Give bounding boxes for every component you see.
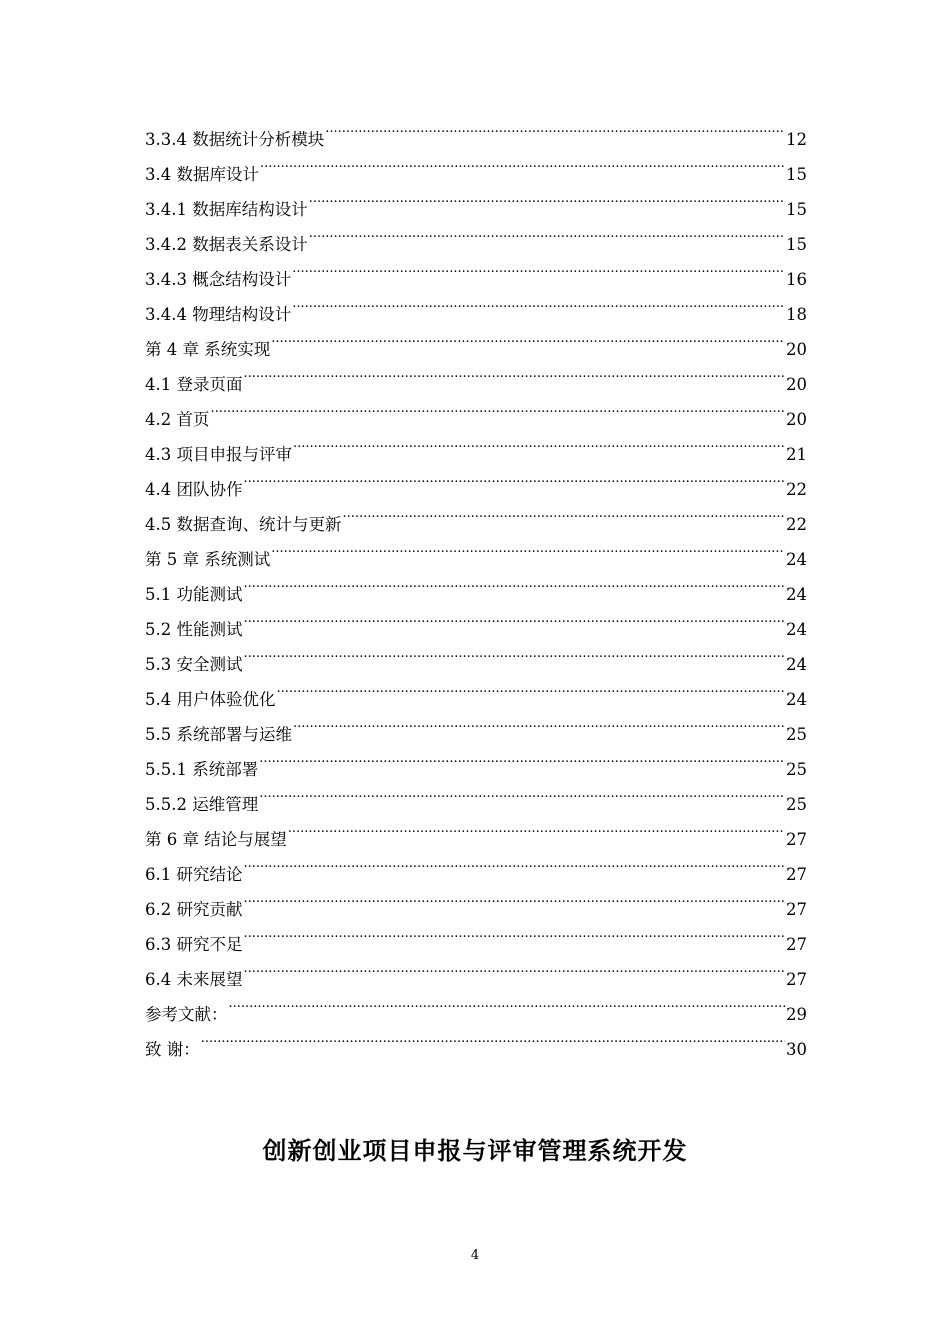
toc-entry-label: 6.2 研究贡献 [145,900,243,919]
toc-entry-page-number: 18 [786,305,807,324]
toc-dot-leader [259,740,785,775]
toc-entry-label: 第 4 章 系统实现 [145,340,271,359]
toc-dot-leader [271,320,785,355]
toc-dot-leader [288,810,785,845]
toc-entry[interactable] [145,915,807,954]
toc-entry[interactable] [145,390,807,429]
toc-entry-page-number: 25 [786,760,807,779]
toc-entry-page-number: 22 [786,480,807,499]
toc-entry-page-number: 29 [786,1005,807,1024]
toc-entry[interactable] [145,635,807,674]
toc-entry[interactable] [145,670,807,709]
toc-entry[interactable] [145,880,807,919]
toc-entry-label: 5.3 安全测试 [145,655,243,674]
toc-entry-page-number: 27 [786,970,807,989]
toc-entry-page-number: 27 [786,865,807,884]
toc-entry-label: 3.4.4 物理结构设计 [145,305,292,324]
toc-dot-leader [277,670,786,705]
toc-entry-label: 第 6 章 结论与展望 [145,830,287,849]
toc-dot-leader [292,285,785,320]
toc-entry[interactable] [145,460,807,499]
toc-entry-label: 5.5.2 运维管理 [145,795,259,814]
toc-entry-label: 6.4 未来展望 [145,970,243,989]
toc-dot-leader [244,845,786,880]
toc-entry[interactable] [145,565,807,604]
toc-entry-label: 4.3 项目申报与评审 [145,445,292,464]
toc-entry-page-number: 22 [786,515,807,534]
toc-entry[interactable] [145,425,807,464]
toc-entry-page-number: 20 [786,375,807,394]
toc-dot-leader [271,530,785,565]
toc-dot-leader [211,390,786,425]
toc-entry-label: 3.4 数据库设计 [145,165,259,184]
toc-dot-leader [229,985,786,1020]
toc-entry-page-number: 24 [786,550,807,569]
toc-entry-page-number: 30 [786,1040,807,1059]
toc-entry-page-number: 21 [786,445,807,464]
toc-entry-page-number: 27 [786,900,807,919]
toc-entry-label: 致 谢： [145,1040,200,1059]
toc-dot-leader [292,250,785,285]
toc-entry-label: 4.4 团队协作 [145,480,243,499]
toc-entry[interactable] [145,495,807,534]
toc-entry[interactable] [145,600,807,639]
toc-entry-page-number: 15 [786,200,807,219]
toc-entry-label: 6.1 研究结论 [145,865,243,884]
toc-entry-label: 4.2 首页 [145,410,210,429]
toc-entry-label: 5.4 用户体验优化 [145,690,276,709]
toc-entry-page-number: 25 [786,725,807,744]
toc-entry-page-number: 27 [786,830,807,849]
toc-entry[interactable] [145,950,807,989]
toc-dot-leader [259,775,785,810]
toc-entry-page-number: 12 [786,130,807,149]
toc-dot-leader [244,460,786,495]
toc-entry-label: 5.2 性能测试 [145,620,243,639]
toc-entry-label: 4.1 登录页面 [145,375,243,394]
toc-dot-leader [293,425,785,460]
toc-entry[interactable] [145,985,807,1024]
toc-dot-leader [309,180,785,215]
toc-dot-leader [244,880,786,915]
toc-entry[interactable] [145,845,807,884]
toc-entry-page-number: 16 [786,270,807,289]
toc-entry-page-number: 24 [786,655,807,674]
toc-entry-label: 6.3 研究不足 [145,935,243,954]
toc-dot-leader [325,110,785,145]
toc-dot-leader [309,215,785,250]
toc-entry-label: 3.4.3 概念结构设计 [145,270,292,289]
toc-entry-label: 5.5.1 系统部署 [145,760,259,779]
toc-dot-leader [201,1020,785,1055]
toc-entry-page-number: 24 [786,585,807,604]
toc-entry-label: 参考文献： [145,1005,228,1024]
toc-entry-page-number: 24 [786,690,807,709]
toc-dot-leader [244,355,786,390]
toc-entry-page-number: 20 [786,340,807,359]
toc-entry[interactable] [145,110,807,149]
toc-dot-leader [260,145,785,180]
toc-dot-leader [293,705,785,740]
toc-entry-label: 5.5 系统部署与运维 [145,725,292,744]
toc-entry[interactable] [145,355,807,394]
toc-entry-page-number: 15 [786,165,807,184]
toc-dot-leader [244,565,786,600]
toc-entry-label: 3.4.1 数据库结构设计 [145,200,308,219]
toc-entry-page-number: 15 [786,235,807,254]
toc-dot-leader [244,600,786,635]
toc-dot-leader [244,915,786,950]
page-number: 4 [470,1248,480,1263]
document-title: 创新创业项目申报与评审管理系统开发 [262,1137,688,1165]
toc-dot-leader [244,950,786,985]
toc-entry-label: 5.1 功能测试 [145,585,243,604]
table-of-contents [145,110,807,1059]
toc-entry-label: 第 5 章 系统测试 [145,550,271,569]
toc-entry-page-number: 24 [786,620,807,639]
toc-entry-label: 4.5 数据查询、统计与更新 [145,515,342,534]
toc-entry-page-number: 25 [786,795,807,814]
toc-dot-leader [343,495,786,530]
toc-entry[interactable] [145,1020,807,1059]
toc-entry-label: 3.4.2 数据表关系设计 [145,235,308,254]
toc-entry-label: 3.3.4 数据统计分析模块 [145,130,325,149]
toc-entry-page-number: 27 [786,935,807,954]
toc-dot-leader [244,635,786,670]
toc-entry-page-number: 20 [786,410,807,429]
